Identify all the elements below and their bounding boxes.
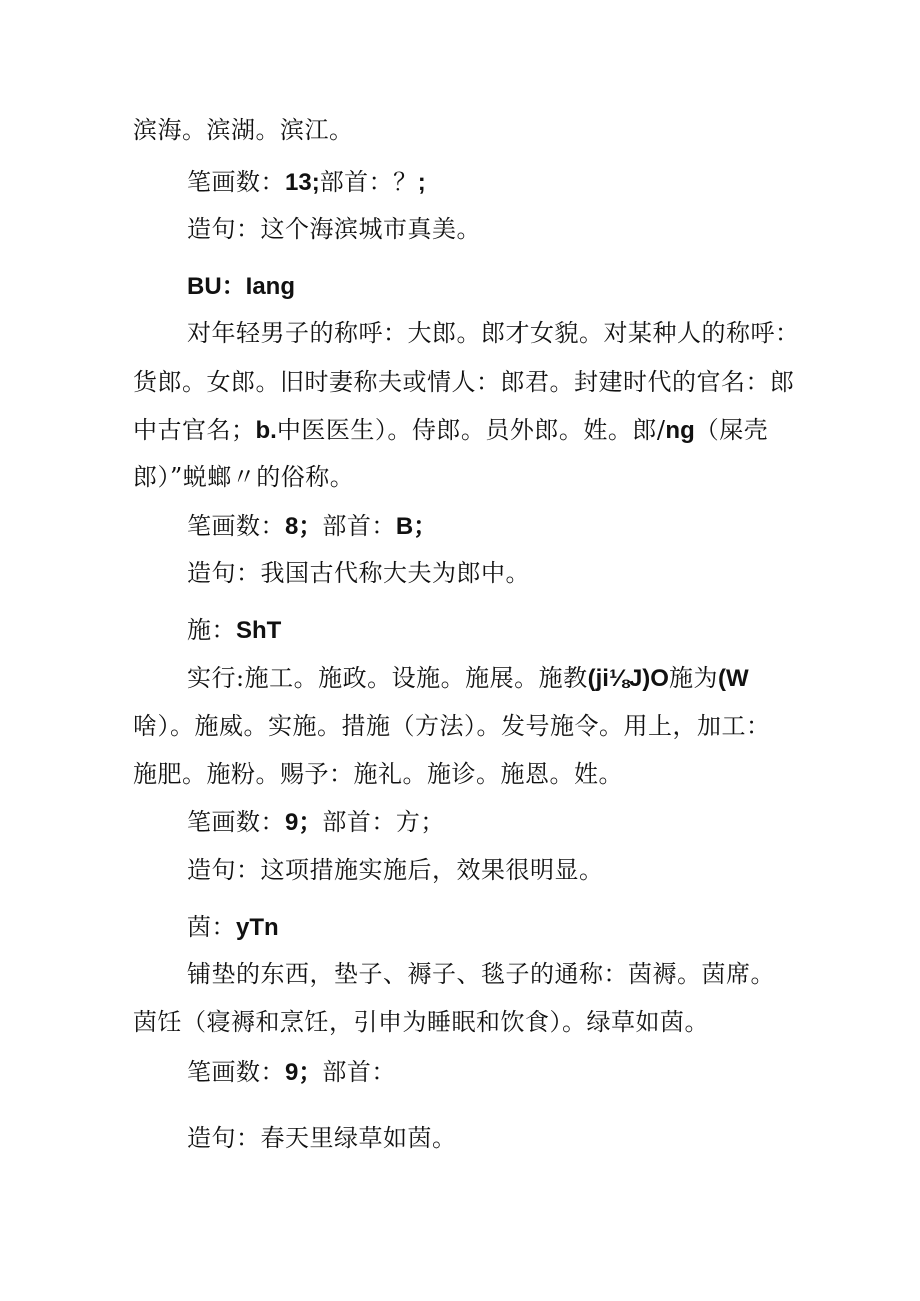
text: 造句：春天里绿草如茵。 bbox=[187, 1124, 457, 1152]
text: 茵饪（寝褥和烹饪，引申为睡眠和饮食）。绿草如茵。 bbox=[133, 1008, 709, 1036]
text: 货郎。女郎。旧时妻称夫或情人：郎君。封建时代的官名：郎 bbox=[133, 368, 795, 396]
text: 中医医生）。侍郎。员外郎。姓。郎/ bbox=[276, 416, 666, 444]
definition-line bbox=[187, 959, 775, 989]
label: 笔画数： bbox=[187, 168, 285, 196]
text: 啥）。施威。实施。措施（方法）。发号施令。用上，加工： bbox=[133, 712, 771, 740]
stroke-count-value: 9； bbox=[285, 809, 323, 836]
pinyin: ShT bbox=[236, 617, 282, 644]
radical-label: 部首： bbox=[322, 512, 396, 540]
pinyin: yTn bbox=[236, 914, 279, 941]
radical-label: 部首：？ bbox=[319, 168, 418, 196]
definition-line bbox=[133, 1007, 709, 1037]
example-sentence-line bbox=[187, 558, 530, 588]
text: 施为 bbox=[668, 664, 718, 692]
punctuation: ; bbox=[417, 169, 426, 196]
text: 施肥。施粉。赐予：施礼。施诊。施恩。姓。 bbox=[133, 760, 623, 788]
text: 铺垫的东西，垫子、褥子、毯子的通称：茵褥。茵席。 bbox=[187, 960, 775, 988]
text: 造句：我国古代称大夫为郎中。 bbox=[187, 559, 530, 587]
radical-value: B； bbox=[395, 513, 438, 540]
headword-pinyin bbox=[187, 912, 279, 943]
latin-text: ng bbox=[665, 417, 695, 444]
example-sentence-line bbox=[187, 855, 604, 885]
definition-line bbox=[187, 318, 800, 348]
stroke-count-value: 8； bbox=[285, 513, 323, 540]
definition-line bbox=[187, 663, 749, 694]
stroke-count-line bbox=[187, 1057, 396, 1088]
example-sentence-line bbox=[187, 214, 481, 244]
radical-label: 部首：方； bbox=[322, 808, 445, 836]
stroke-count-value: 9； bbox=[285, 1059, 323, 1086]
headword-pinyin bbox=[187, 615, 281, 646]
definition-line bbox=[133, 759, 623, 789]
pinyin: BU：Iang bbox=[187, 273, 295, 300]
text: 滨海。滨湖。滨江。 bbox=[133, 116, 354, 144]
radical-label: 部首： bbox=[322, 1058, 396, 1086]
stroke-count-line bbox=[187, 167, 426, 198]
text: 实行:施工。施政。设施。施展。施教 bbox=[187, 664, 588, 692]
definition-line bbox=[133, 462, 354, 492]
label: 笔画数： bbox=[187, 808, 285, 836]
headword-pinyin bbox=[187, 271, 295, 302]
latin-text: b. bbox=[255, 417, 277, 444]
definition-line bbox=[133, 415, 768, 446]
text: 造句：这个海滨城市真美。 bbox=[187, 215, 481, 243]
text: 郎）”蜕螂〃的俗称。 bbox=[133, 463, 355, 491]
text: 对年轻男子的称呼：大郎。郎才女貌。对某种人的称呼： bbox=[187, 319, 800, 347]
headword: 茵： bbox=[187, 913, 236, 941]
definition-line bbox=[133, 367, 795, 397]
label: 笔画数： bbox=[187, 512, 285, 540]
example-sentence-line bbox=[187, 1123, 457, 1153]
headword: 施： bbox=[187, 616, 236, 644]
text: 中古官名； bbox=[133, 416, 256, 444]
latin-text: (ji⅛J)O bbox=[587, 665, 669, 692]
stroke-count-line bbox=[187, 807, 445, 838]
text: 造句：这项措施实施后，效果很明显。 bbox=[187, 856, 604, 884]
definition-line bbox=[133, 711, 771, 741]
entry-continuation-line bbox=[133, 115, 354, 145]
text: （屎壳 bbox=[694, 416, 769, 444]
stroke-count-value: 13; bbox=[285, 169, 320, 196]
label: 笔画数： bbox=[187, 1058, 285, 1086]
stroke-count-line bbox=[187, 511, 437, 542]
latin-text: (W bbox=[717, 665, 749, 692]
